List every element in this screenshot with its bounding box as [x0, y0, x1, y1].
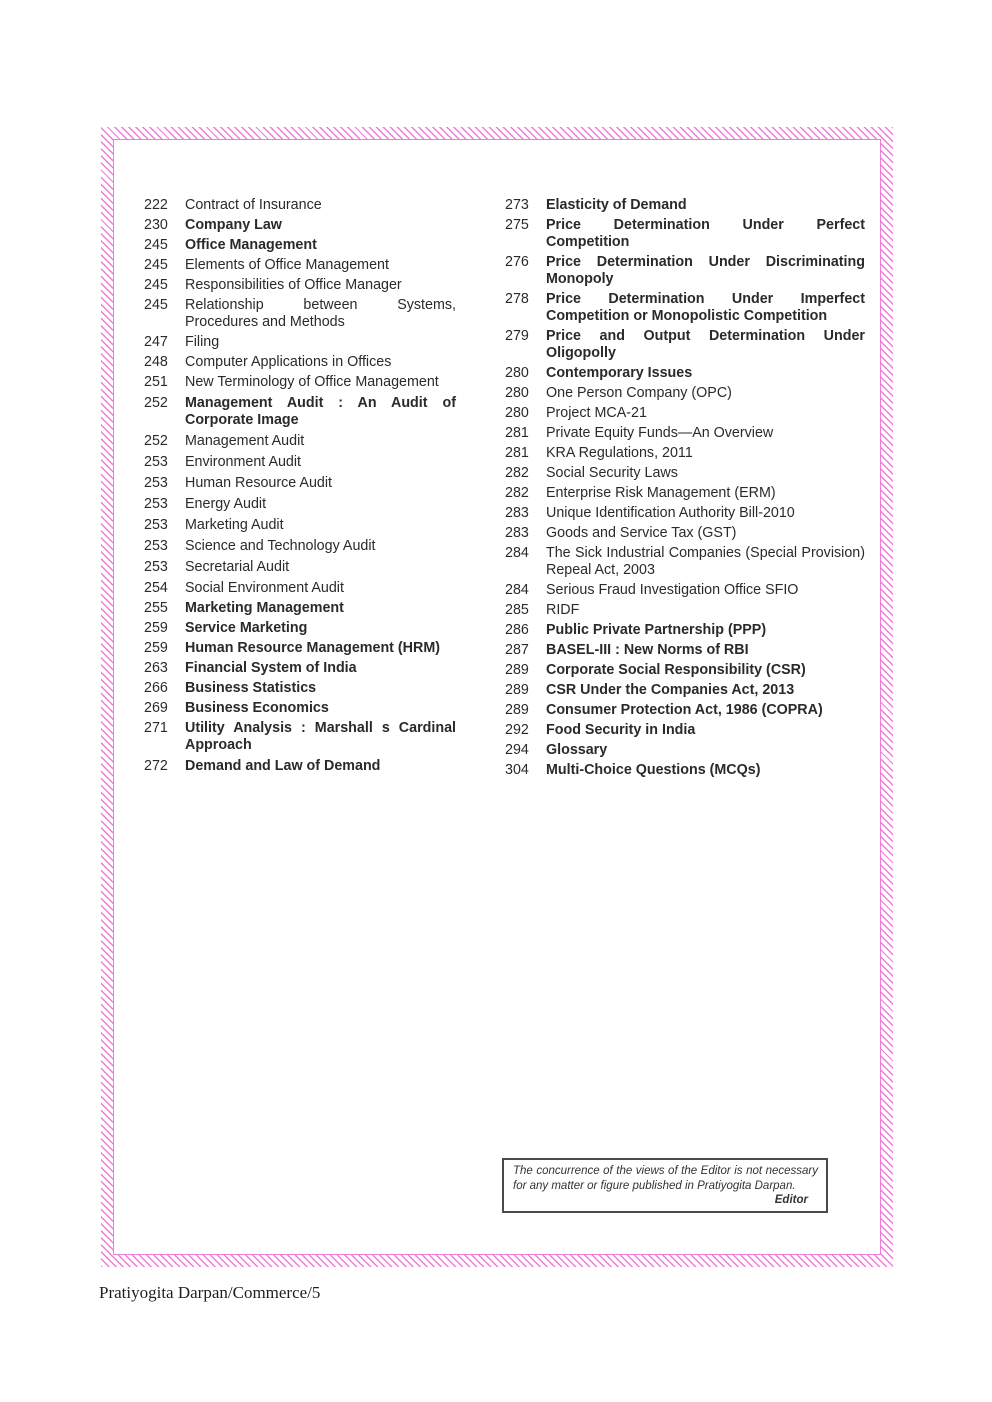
toc-entry-title: Business Economics — [185, 700, 329, 716]
toc-page-number: 263 — [144, 660, 168, 676]
toc-entry — [144, 277, 456, 294]
toc-entry-title: Consumer Protection Act, 1986 (COPRA) — [546, 702, 823, 718]
toc-entry — [144, 297, 456, 331]
toc-page-number: 285 — [505, 602, 529, 618]
toc-page-number: 280 — [505, 385, 529, 401]
toc-entry — [144, 475, 456, 492]
toc-entry-title: Price Determination Under Perfect Competition — [546, 217, 865, 250]
toc-entry — [505, 722, 865, 739]
toc-page-number: 253 — [144, 538, 168, 554]
toc-entry-title: Business Statistics — [185, 680, 317, 696]
toc-page-number: 278 — [505, 291, 529, 307]
toc-entry-title: Secretarial Audit — [185, 559, 290, 575]
toc-page-number: 269 — [144, 700, 168, 716]
toc-entry — [144, 620, 456, 637]
toc-page-number: 275 — [505, 217, 529, 233]
toc-entry-title: Energy Audit — [185, 496, 267, 512]
toc-page-number: 289 — [505, 682, 529, 698]
toc-page-number: 253 — [144, 559, 168, 575]
toc-entry — [144, 700, 456, 717]
toc-entry-title: Social Security Laws — [546, 465, 678, 481]
toc-entry-title: Elements of Office Management — [185, 257, 389, 273]
toc-entry-title: Multi-Choice Questions (MCQs) — [546, 762, 761, 778]
toc-page-number: 222 — [144, 197, 168, 213]
toc-page-number: 251 — [144, 374, 168, 390]
toc-entry — [505, 385, 865, 402]
toc-entry — [144, 640, 456, 657]
toc-entry — [144, 758, 456, 775]
page-footer: Pratiyogita Darpan/Commerce/5 — [99, 1283, 321, 1302]
toc-entry — [144, 517, 456, 534]
toc-page-number: 248 — [144, 354, 168, 370]
toc-page-number: 294 — [505, 742, 529, 758]
toc-entry — [505, 291, 865, 325]
toc-entry-title: Service Marketing — [185, 620, 308, 636]
toc-page-number: 292 — [505, 722, 529, 738]
toc-page-number: 253 — [144, 517, 168, 533]
toc-page-number: 286 — [505, 622, 529, 638]
toc-entry — [144, 257, 456, 274]
toc-page-number: 253 — [144, 475, 168, 491]
toc-page-number: 282 — [505, 465, 529, 481]
toc-page-number: 253 — [144, 454, 168, 470]
toc-entry-title: Corporate Social Responsibility (CSR) — [546, 662, 806, 678]
toc-entry — [144, 720, 456, 754]
toc-entry — [144, 354, 456, 371]
toc-page-number: 273 — [505, 197, 529, 213]
toc-page-number: 259 — [144, 640, 168, 656]
toc-entry-title: One Person Company (OPC) — [546, 385, 732, 401]
toc-entry-title: BASEL-III : New Norms of RBI — [546, 642, 749, 658]
toc-page-number: 280 — [505, 405, 529, 421]
toc-page-number: 252 — [144, 395, 168, 411]
toc-entry-title: RIDF — [546, 602, 580, 618]
toc-entry — [505, 642, 865, 659]
toc-entry-title: Unique Identification Authority Bill-2010 — [546, 505, 795, 521]
toc-page-number: 254 — [144, 580, 168, 596]
toc-entry-title: CSR Under the Companies Act, 2013 — [546, 682, 795, 698]
toc-entry — [144, 217, 456, 234]
toc-entry-title: Office Management — [185, 237, 317, 253]
toc-page-number: 281 — [505, 425, 529, 441]
disclaimer-text: The concurrence of the views of the Editor is not necessary for any matter or figure published in Pratiyogita Darpan. — [513, 1165, 818, 1192]
toc-page-number: 253 — [144, 496, 168, 512]
toc-page-number: 284 — [505, 582, 529, 598]
toc-page-number: 279 — [505, 328, 529, 344]
toc-page-number: 245 — [144, 297, 168, 313]
toc-entry — [144, 197, 456, 214]
toc-page-number: 271 — [144, 720, 168, 736]
toc-entry-title: Enterprise Risk Management (ERM) — [546, 485, 776, 501]
toc-entry-title: New Terminology of Office Management — [185, 374, 439, 390]
toc-entry — [144, 374, 456, 391]
toc-entry-title: Marketing Management — [185, 600, 344, 616]
toc-entry — [144, 237, 456, 254]
toc-entry-title: Private Equity Funds—An Overview — [546, 425, 774, 441]
toc-left-column — [144, 197, 456, 775]
toc-entry-title: Price and Output Determination Under Oligopolly — [546, 328, 865, 361]
toc-entry — [505, 365, 865, 382]
toc-entry-title: KRA Regulations, 2011 — [546, 445, 693, 461]
toc-entry-title: Price Determination Under Imperfect Competition or Monopolistic Competition — [546, 291, 865, 324]
toc-page-number: 272 — [144, 758, 168, 774]
toc-entry-title: The Sick Industrial Companies (Special Provision) Repeal Act, 2003 — [546, 545, 865, 578]
toc-entry-title: Demand and Law of Demand — [185, 758, 381, 774]
toc-entry-title: Marketing Audit — [185, 517, 284, 533]
toc-entry — [144, 454, 456, 471]
toc-entry-title: Contemporary Issues — [546, 365, 693, 381]
toc-entry-title: Project MCA-21 — [546, 405, 647, 421]
toc-entry — [505, 465, 865, 482]
toc-entry-title: Glossary — [546, 742, 608, 758]
toc-page-number: 281 — [505, 445, 529, 461]
toc-page-number: 304 — [505, 762, 529, 778]
toc-entry — [144, 600, 456, 617]
toc-entry — [505, 197, 865, 214]
toc-page-number: 280 — [505, 365, 529, 381]
toc-page-number: 282 — [505, 485, 529, 501]
toc-entry-title: Environment Audit — [185, 454, 302, 470]
toc-entry — [505, 485, 865, 502]
toc-entry-title: Science and Technology Audit — [185, 538, 376, 554]
toc-entry-title: Elasticity of Demand — [546, 197, 687, 213]
toc-entry — [144, 538, 456, 555]
toc-entry-title: Public Private Partnership (PPP) — [546, 622, 767, 638]
toc-page-number: 245 — [144, 277, 168, 293]
toc-page-number: 230 — [144, 217, 168, 233]
toc-entry-title: Financial System of India — [185, 660, 357, 676]
toc-page-number: 255 — [144, 600, 168, 616]
toc-entry — [144, 395, 456, 429]
toc-entry-title: Management Audit — [185, 433, 305, 449]
toc-page-number: 276 — [505, 254, 529, 270]
toc-page-number: 247 — [144, 334, 168, 350]
toc-page-number: 283 — [505, 525, 529, 541]
toc-entry-title: Price Determination Under Discriminating Monopoly — [546, 254, 865, 287]
toc-entry — [144, 660, 456, 677]
toc-entry-title: Utility Analysis : Marshall s Cardinal Approach — [185, 720, 456, 753]
toc-page-number: 289 — [505, 662, 529, 678]
toc-entry-title: Computer Applications in Offices — [185, 354, 392, 370]
toc-page-number: 252 — [144, 433, 168, 449]
toc-entry-title: Contract of Insurance — [185, 197, 322, 213]
toc-entry — [144, 433, 456, 450]
toc-entry — [505, 254, 865, 288]
toc-page-number: 266 — [144, 680, 168, 696]
editor-disclaimer-box — [502, 1158, 828, 1213]
toc-entry-title: Human Resource Management (HRM) — [185, 640, 440, 656]
toc-entry-title: Relationship between Systems, Procedures and Methods — [185, 297, 456, 330]
toc-entry — [505, 525, 865, 542]
toc-entry — [505, 742, 865, 759]
toc-entry-title: Food Security in India — [546, 722, 696, 738]
toc-entry-title: Goods and Service Tax (GST) — [546, 525, 737, 541]
toc-entry — [505, 762, 865, 779]
toc-entry — [144, 559, 456, 576]
toc-page-number: 289 — [505, 702, 529, 718]
toc-entry — [505, 545, 865, 579]
toc-entry-title: Filing — [185, 334, 220, 350]
toc-entry — [144, 680, 456, 697]
toc-entry — [144, 496, 456, 513]
toc-entry — [505, 582, 865, 599]
toc-entry — [505, 217, 865, 251]
toc-entry — [505, 622, 865, 639]
toc-page-number: 245 — [144, 257, 168, 273]
toc-page-number: 284 — [505, 545, 529, 561]
toc-page-number: 245 — [144, 237, 168, 253]
toc-page-number: 283 — [505, 505, 529, 521]
toc-entry — [505, 602, 865, 619]
toc-entry — [505, 445, 865, 462]
toc-entry — [505, 405, 865, 422]
disclaimer-signature: Editor — [774, 1194, 808, 1206]
toc-entry-title: Human Resource Audit — [185, 475, 333, 491]
toc-entry — [505, 425, 865, 442]
toc-entry-title: Social Environment Audit — [185, 580, 344, 596]
toc-entry-title: Management Audit : An Audit of Corporate Image — [185, 395, 456, 428]
toc-entry — [505, 505, 865, 522]
toc-entry — [505, 662, 865, 679]
toc-entry-title: Serious Fraud Investigation Office SFIO — [546, 582, 799, 598]
toc-entry — [505, 702, 865, 719]
toc-page-number: 259 — [144, 620, 168, 636]
toc-entry — [144, 334, 456, 351]
toc-entry — [144, 580, 456, 597]
toc-entry-title: Company Law — [185, 217, 282, 233]
toc-page-number: 287 — [505, 642, 529, 658]
toc-entry — [505, 328, 865, 362]
toc-right-column — [505, 197, 865, 779]
toc-entry — [505, 682, 865, 699]
toc-entry-title: Responsibilities of Office Manager — [185, 277, 402, 293]
